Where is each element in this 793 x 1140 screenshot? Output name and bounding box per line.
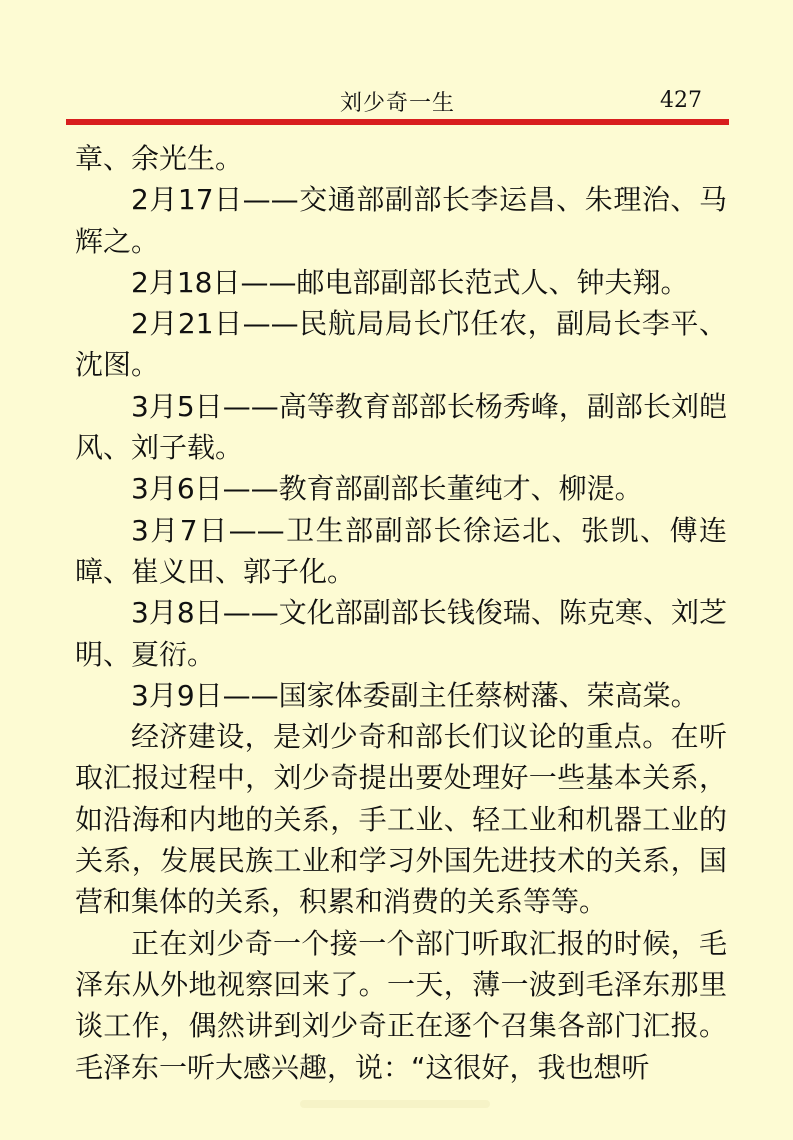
paragraph: 3月8日——文化部副部长钱俊瑞、陈克寒、刘芝明、夏衍。 xyxy=(75,596,727,671)
paragraph: 2月17日——交通部副部长李运昌、朱理治、马辉之。 xyxy=(75,183,727,258)
paragraph: 经济建设，是刘少奇和部长们议论的重点。在听取汇报过程中，刘少奇提出要处理好一些基本关系，如沿海和内地的关系，手工业、轻工业和机器工业的关系，发展民族工业和学习外国先进技术的关系，国营和集体的关系，积累和消费的关系等等。 xyxy=(75,720,727,919)
header-rule xyxy=(66,119,729,125)
bottom-smudge xyxy=(300,1100,490,1108)
paragraph: 2月18日——邮电部副部长范式人、钟夫翔。 xyxy=(131,265,689,299)
paragraph: 章、余光生。 xyxy=(75,142,244,175)
paragraph: 3月6日——教育部副部长董纯才、柳湜。 xyxy=(131,472,643,506)
paragraph: 3月9日——国家体委副主任蔡树藩、荣高棠。 xyxy=(131,678,699,712)
paragraph: 2月21日——民航局局长邝任农，副局长李平、沈图。 xyxy=(75,307,727,382)
running-head-title: 刘少奇一生 xyxy=(340,91,456,116)
page-number: 427 xyxy=(660,88,702,113)
paragraph: 3月7日——卫生部副部长徐运北、张凯、傅连暲、崔义田、郭子化。 xyxy=(75,513,727,588)
paragraph: 3月5日——高等教育部部长杨秀峰，副部长刘皑风、刘子载。 xyxy=(75,389,727,465)
body-text xyxy=(75,138,727,1088)
paragraph: 正在刘少奇一个接一个部门听取汇报的时候，毛泽东从外地视察回来了。一天，薄一波到毛泽东那里谈工作，偶然讲到刘少奇正在逐个召集各部门汇报。毛泽东一听大感兴趣，说：“这很好，我也想听 xyxy=(75,926,727,1084)
